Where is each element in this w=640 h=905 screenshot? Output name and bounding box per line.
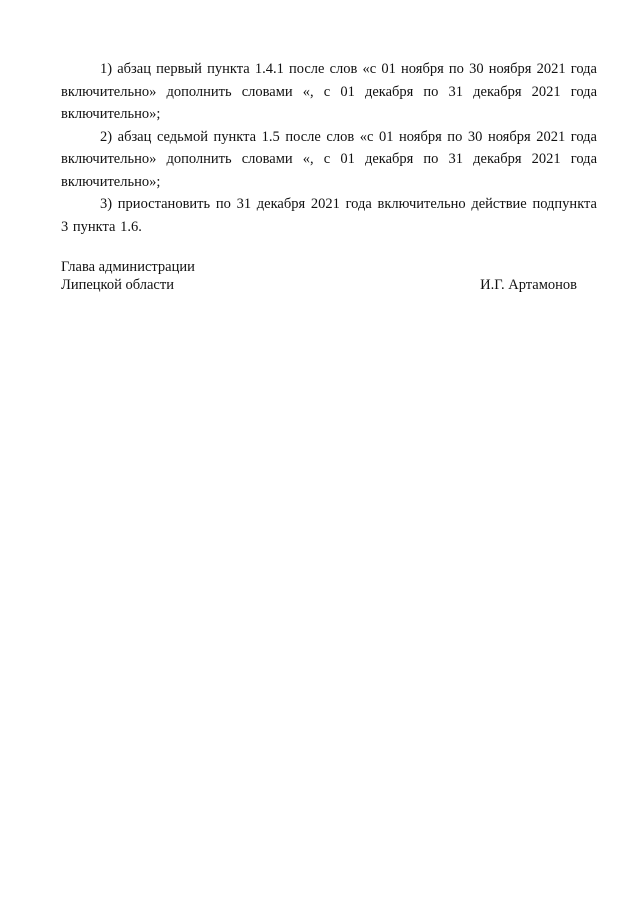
document-body bbox=[61, 58, 597, 238]
signature-line-2 bbox=[61, 276, 581, 294]
signatory-name: И.Г. Артамонов bbox=[480, 277, 577, 293]
signature-line-1 bbox=[61, 258, 581, 276]
signature-block bbox=[61, 258, 581, 294]
signature-position-line2: Липецкой области bbox=[61, 277, 174, 293]
paragraph-item-3: 3) приостановить по 31 декабря 2021 года включительно действие подпункта 3 пункта 1.6. bbox=[61, 196, 597, 235]
paragraph-item-1: 1) абзац первый пункта 1.4.1 после слов «с 01 ноября по 30 ноября 2021 года включительно» дополнить словами «, с 01 декабря по 31 декабря 2021 года включительно»; bbox=[61, 61, 597, 122]
paragraph-item-2: 2) абзац седьмой пункта 1.5 после слов «с 01 ноября по 30 ноября 2021 года включительно» дополнить словами «, с 01 декабря по 31 декабря 2021 года включительно»; bbox=[61, 128, 597, 190]
signature-position-line1: Глава администрации bbox=[61, 259, 195, 275]
